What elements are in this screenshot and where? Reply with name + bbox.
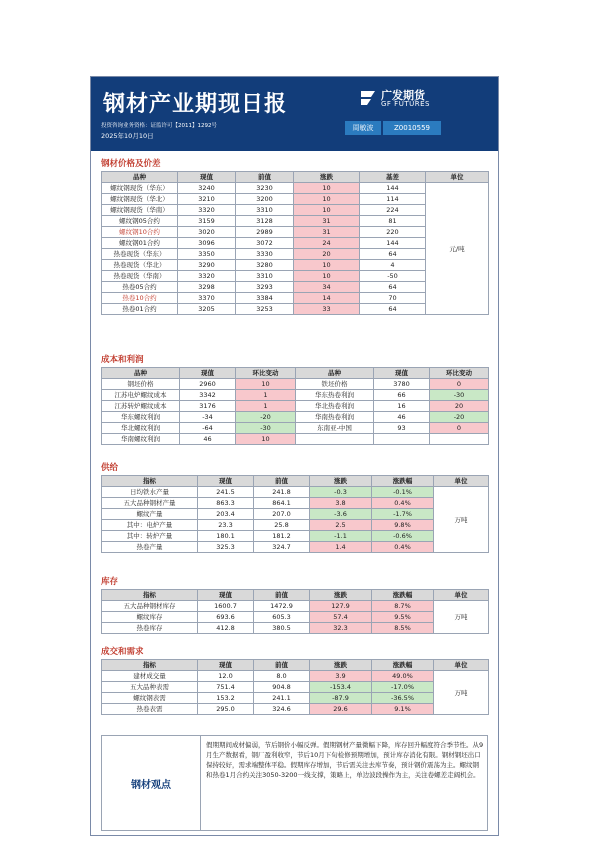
table-cell: 螺纹钢10合约 bbox=[102, 227, 178, 238]
gf-logo-icon bbox=[357, 87, 379, 109]
section-demand-title: 成交和需求 bbox=[101, 647, 144, 657]
table-cell: 3780 bbox=[374, 379, 430, 390]
table-row bbox=[102, 390, 489, 401]
column-header: 单位 bbox=[434, 476, 489, 487]
table-cell: 3253 bbox=[236, 304, 294, 315]
table-cell: 钢坯价格 bbox=[102, 379, 180, 390]
table-cell: 3320 bbox=[178, 205, 236, 216]
table-row bbox=[102, 671, 489, 682]
table-cell: 34 bbox=[294, 282, 360, 293]
table-cell: 46 bbox=[374, 412, 430, 423]
table-cell: 863.3 bbox=[198, 498, 254, 509]
demand-table bbox=[101, 659, 489, 715]
table-cell: 57.4 bbox=[310, 612, 372, 623]
table-cell: 325.3 bbox=[198, 542, 254, 553]
table-row bbox=[102, 612, 489, 623]
table-cell: 建材成交量 bbox=[102, 671, 198, 682]
table-cell: 3096 bbox=[178, 238, 236, 249]
unit-cell: 万吨 bbox=[434, 601, 489, 634]
table-cell: -20 bbox=[430, 412, 489, 423]
table-cell: 3350 bbox=[178, 249, 236, 260]
table-cell: 751.4 bbox=[198, 682, 254, 693]
table-cell: -17.0% bbox=[372, 682, 434, 693]
column-header: 指标 bbox=[102, 476, 198, 487]
logo-cn: 广发期货 bbox=[381, 89, 425, 102]
table-cell: 10 bbox=[294, 183, 360, 194]
table-cell: -0.3 bbox=[310, 487, 372, 498]
table-cell: 49.0% bbox=[372, 671, 434, 682]
table-cell: 153.2 bbox=[198, 693, 254, 704]
unit-cell: 万吨 bbox=[434, 671, 489, 715]
table-cell: 693.6 bbox=[198, 612, 254, 623]
column-header: 涨跌 bbox=[294, 172, 360, 183]
table-cell: 华东螺纹利润 bbox=[102, 412, 180, 423]
table-row bbox=[102, 412, 489, 423]
section-price-title: 钢材价格及价差 bbox=[101, 159, 161, 169]
table-cell: 180.1 bbox=[198, 531, 254, 542]
table-cell: 4 bbox=[360, 260, 426, 271]
table-cell: 江苏转炉螺纹成本 bbox=[102, 401, 180, 412]
table-cell: 热卷产量 bbox=[102, 542, 198, 553]
table-cell: 螺纹钢表需 bbox=[102, 693, 198, 704]
table-cell: 3230 bbox=[236, 183, 294, 194]
column-header: 环比变动 bbox=[430, 368, 489, 379]
column-header: 指标 bbox=[102, 660, 198, 671]
column-header: 环比变动 bbox=[236, 368, 296, 379]
table-cell: 0 bbox=[430, 423, 489, 434]
table-cell: 热卷现货（华北） bbox=[102, 260, 178, 271]
table-row bbox=[102, 542, 489, 553]
table-cell: 864.1 bbox=[254, 498, 310, 509]
table-cell: 热卷现货（华东） bbox=[102, 249, 178, 260]
table-row bbox=[102, 509, 489, 520]
table-row bbox=[102, 601, 489, 612]
license-note: 投资咨询业务资格：证监许可【2011】1292号 bbox=[101, 123, 217, 129]
table-cell: 2.5 bbox=[310, 520, 372, 531]
table-cell: 3205 bbox=[178, 304, 236, 315]
table-row bbox=[102, 379, 489, 390]
column-header: 涨跌幅 bbox=[372, 476, 434, 487]
table-cell: 224 bbox=[360, 205, 426, 216]
table-cell: 16 bbox=[374, 401, 430, 412]
column-header: 前值 bbox=[254, 476, 310, 487]
table-cell: -1.1 bbox=[310, 531, 372, 542]
table-cell: 日均铁水产量 bbox=[102, 487, 198, 498]
table-cell: 31 bbox=[294, 227, 360, 238]
table-cell: 8.5% bbox=[372, 623, 434, 634]
table-cell: 螺纹产量 bbox=[102, 509, 198, 520]
table-cell: 10 bbox=[236, 379, 296, 390]
table-cell: 华南螺纹利润 bbox=[102, 434, 180, 445]
table-cell: 华东热卷利润 bbox=[296, 390, 374, 401]
table-cell: 14 bbox=[294, 293, 360, 304]
table-cell: 10 bbox=[294, 205, 360, 216]
table-cell: 81 bbox=[360, 216, 426, 227]
column-header: 前值 bbox=[254, 590, 310, 601]
table-cell: 3128 bbox=[236, 216, 294, 227]
view-label: 钢材观点 bbox=[102, 736, 201, 830]
table-cell: 3298 bbox=[178, 282, 236, 293]
table-cell: 热卷10合约 bbox=[102, 293, 178, 304]
table-row bbox=[102, 434, 489, 445]
table-cell: 螺纹钢现货（华北） bbox=[102, 194, 178, 205]
table-cell: -30 bbox=[430, 390, 489, 401]
table-cell: 1600.7 bbox=[198, 601, 254, 612]
table-cell: 3320 bbox=[178, 271, 236, 282]
table-cell: 热卷表需 bbox=[102, 704, 198, 715]
column-header: 单位 bbox=[434, 660, 489, 671]
column-header: 现值 bbox=[198, 660, 254, 671]
column-header: 现值 bbox=[198, 476, 254, 487]
table-cell: 32.3 bbox=[310, 623, 372, 634]
report-header bbox=[91, 77, 498, 151]
inventory-table bbox=[101, 589, 489, 634]
column-header: 品种 bbox=[102, 172, 178, 183]
table-cell: 0.4% bbox=[372, 542, 434, 553]
table-cell: 144 bbox=[360, 183, 426, 194]
table-row bbox=[102, 693, 489, 704]
table-cell: 螺纹钢现货（华南） bbox=[102, 205, 178, 216]
logo-en: GF FUTURES bbox=[381, 100, 430, 108]
table-cell: 3072 bbox=[236, 238, 294, 249]
table-cell: 241.5 bbox=[198, 487, 254, 498]
table-cell: -3.6 bbox=[310, 509, 372, 520]
table-row bbox=[102, 531, 489, 542]
view-box bbox=[101, 735, 488, 831]
table-row bbox=[102, 682, 489, 693]
table-cell: -0.1% bbox=[372, 487, 434, 498]
table-cell: 3280 bbox=[236, 260, 294, 271]
table-cell: 1 bbox=[236, 401, 296, 412]
table-cell: 10 bbox=[236, 434, 296, 445]
table-cell: 五大品种钢材产量 bbox=[102, 498, 198, 509]
table-cell: 295.0 bbox=[198, 704, 254, 715]
table-cell: 10 bbox=[294, 271, 360, 282]
table-cell: 23.3 bbox=[198, 520, 254, 531]
table-cell: 324.6 bbox=[254, 704, 310, 715]
table-cell: 热卷05合约 bbox=[102, 282, 178, 293]
column-header: 涨跌 bbox=[310, 660, 372, 671]
view-text: 假期期间成材偏弱，节后钢价小幅反弹。假期钢材产量微幅下降，库存回升幅度符合季节性。从9月生产数据看，钢厂盈利收窄，节后10月下旬检修预期增加，预计库存消化有限。钢材钢坯出口保持较好，需求端整体平稳。假期库存增加，节后需关注去库节奏，预计钢价震荡为主。螺纹钢和热卷1月合约关注3050-3200一线支撑，策略上，单边波段操作为主，关注卷螺差走阔机会。 bbox=[206, 741, 484, 779]
table-cell: 2960 bbox=[180, 379, 236, 390]
table-cell: -36.5% bbox=[372, 693, 434, 704]
column-header: 现值 bbox=[180, 368, 236, 379]
column-header: 前值 bbox=[254, 660, 310, 671]
table-cell: 3210 bbox=[178, 194, 236, 205]
table-cell: 70 bbox=[360, 293, 426, 304]
table-row bbox=[102, 183, 489, 194]
analyst-name: 周敏波 bbox=[345, 121, 381, 135]
table-cell: 0 bbox=[430, 379, 489, 390]
table-cell: 241.1 bbox=[254, 693, 310, 704]
table-cell: -30 bbox=[236, 423, 296, 434]
table-cell: 9.5% bbox=[372, 612, 434, 623]
column-header: 涨跌 bbox=[310, 590, 372, 601]
table-cell: 324.7 bbox=[254, 542, 310, 553]
table-cell: -34 bbox=[180, 412, 236, 423]
table-cell: 螺纹库存 bbox=[102, 612, 198, 623]
table-cell: 25.8 bbox=[254, 520, 310, 531]
column-header: 涨跌 bbox=[310, 476, 372, 487]
section-cost-title: 成本和利润 bbox=[101, 355, 144, 365]
table-cell: 10 bbox=[294, 194, 360, 205]
table-cell: 3290 bbox=[178, 260, 236, 271]
table-cell: 46 bbox=[180, 434, 236, 445]
column-header: 指标 bbox=[102, 590, 198, 601]
table-cell: -1.7% bbox=[372, 509, 434, 520]
table-cell: 华北螺纹利润 bbox=[102, 423, 180, 434]
column-header: 现值 bbox=[178, 172, 236, 183]
table-cell: 20 bbox=[430, 401, 489, 412]
table-cell: 热卷01合约 bbox=[102, 304, 178, 315]
table-cell: 3.8 bbox=[310, 498, 372, 509]
table-cell: 3200 bbox=[236, 194, 294, 205]
column-header: 现值 bbox=[374, 368, 430, 379]
report-sheet bbox=[90, 76, 499, 836]
table-cell: 10 bbox=[294, 260, 360, 271]
table-cell: 3310 bbox=[236, 205, 294, 216]
table-cell: 其中：电炉产量 bbox=[102, 520, 198, 531]
table-row bbox=[102, 487, 489, 498]
supply-table bbox=[101, 475, 489, 553]
table-cell: 220 bbox=[360, 227, 426, 238]
table-cell: 3176 bbox=[180, 401, 236, 412]
table-cell: 五大品种表需 bbox=[102, 682, 198, 693]
table-cell: 605.3 bbox=[254, 612, 310, 623]
table-row bbox=[102, 401, 489, 412]
analyst-cert: Z0010559 bbox=[383, 121, 441, 135]
table-cell: 203.4 bbox=[198, 509, 254, 520]
column-header: 涨跌幅 bbox=[372, 590, 434, 601]
table-cell: 412.8 bbox=[198, 623, 254, 634]
table-cell: 热卷现货（华南） bbox=[102, 271, 178, 282]
table-cell: 904.8 bbox=[254, 682, 310, 693]
table-row bbox=[102, 498, 489, 509]
table-cell: 33 bbox=[294, 304, 360, 315]
table-cell: 3330 bbox=[236, 249, 294, 260]
table-cell: 93 bbox=[374, 423, 430, 434]
column-header: 涨跌幅 bbox=[372, 660, 434, 671]
table-cell: 3.9 bbox=[310, 671, 372, 682]
table-cell bbox=[430, 434, 489, 445]
table-cell: 64 bbox=[360, 282, 426, 293]
table-cell: 3240 bbox=[178, 183, 236, 194]
table-cell: 64 bbox=[360, 249, 426, 260]
table-cell: -0.6% bbox=[372, 531, 434, 542]
table-cell: 3159 bbox=[178, 216, 236, 227]
table-cell: 29.6 bbox=[310, 704, 372, 715]
table-row bbox=[102, 520, 489, 531]
table-cell: 31 bbox=[294, 216, 360, 227]
table-cell: 3293 bbox=[236, 282, 294, 293]
table-cell: 铁坯价格 bbox=[296, 379, 374, 390]
table-cell: 64 bbox=[360, 304, 426, 315]
table-cell bbox=[374, 434, 430, 445]
table-cell: 127.9 bbox=[310, 601, 372, 612]
table-cell: 241.8 bbox=[254, 487, 310, 498]
table-cell: 8.0 bbox=[254, 671, 310, 682]
table-cell: 12.0 bbox=[198, 671, 254, 682]
table-cell: 1472.9 bbox=[254, 601, 310, 612]
table-cell: 144 bbox=[360, 238, 426, 249]
unit-cell: 元/吨 bbox=[426, 183, 489, 315]
table-cell: 9.1% bbox=[372, 704, 434, 715]
cost-table bbox=[101, 367, 489, 445]
table-row bbox=[102, 704, 489, 715]
table-cell: -20 bbox=[236, 412, 296, 423]
table-cell bbox=[296, 434, 374, 445]
table-cell: 1.4 bbox=[310, 542, 372, 553]
table-cell: 华南热卷利润 bbox=[296, 412, 374, 423]
column-header: 品种 bbox=[296, 368, 374, 379]
column-header: 单位 bbox=[426, 172, 489, 183]
table-cell: 东南亚-中国 bbox=[296, 423, 374, 434]
table-cell: 江苏电炉螺纹成本 bbox=[102, 390, 180, 401]
section-supply-title: 供给 bbox=[101, 463, 119, 473]
column-header: 前值 bbox=[236, 172, 294, 183]
table-cell: 3370 bbox=[178, 293, 236, 304]
table-cell: 螺纹钢现货（华东） bbox=[102, 183, 178, 194]
unit-cell: 万吨 bbox=[434, 487, 489, 553]
table-cell: 114 bbox=[360, 194, 426, 205]
table-cell: 3342 bbox=[180, 390, 236, 401]
table-cell: 3310 bbox=[236, 271, 294, 282]
table-cell: -153.4 bbox=[310, 682, 372, 693]
table-cell: 380.5 bbox=[254, 623, 310, 634]
section-inventory-title: 库存 bbox=[101, 577, 119, 587]
table-cell: 3020 bbox=[178, 227, 236, 238]
report-title: 钢材产业期现日报 bbox=[103, 91, 288, 117]
table-cell: 1 bbox=[236, 390, 296, 401]
table-cell: 华北热卷利润 bbox=[296, 401, 374, 412]
table-cell: 螺纹钢01合约 bbox=[102, 238, 178, 249]
table-cell: 8.7% bbox=[372, 601, 434, 612]
column-header: 品种 bbox=[102, 368, 180, 379]
table-cell: 9.8% bbox=[372, 520, 434, 531]
report-date: 2025年10月10日 bbox=[101, 132, 154, 140]
column-header: 单位 bbox=[434, 590, 489, 601]
table-cell: 0.4% bbox=[372, 498, 434, 509]
table-cell: 五大品种钢材库存 bbox=[102, 601, 198, 612]
table-row bbox=[102, 623, 489, 634]
table-cell: 其中：转炉产量 bbox=[102, 531, 198, 542]
table-cell: 3384 bbox=[236, 293, 294, 304]
column-header: 现值 bbox=[198, 590, 254, 601]
table-cell: 螺纹钢05合约 bbox=[102, 216, 178, 227]
table-cell: 热卷库存 bbox=[102, 623, 198, 634]
table-cell: -50 bbox=[360, 271, 426, 282]
column-header: 基差 bbox=[360, 172, 426, 183]
table-cell: 66 bbox=[374, 390, 430, 401]
table-cell: 2989 bbox=[236, 227, 294, 238]
table-cell: 181.2 bbox=[254, 531, 310, 542]
table-cell: 207.0 bbox=[254, 509, 310, 520]
table-cell: -64 bbox=[180, 423, 236, 434]
table-cell: 20 bbox=[294, 249, 360, 260]
table-cell: -87.9 bbox=[310, 693, 372, 704]
table-row bbox=[102, 423, 489, 434]
price-table bbox=[101, 171, 489, 315]
table-cell: 24 bbox=[294, 238, 360, 249]
